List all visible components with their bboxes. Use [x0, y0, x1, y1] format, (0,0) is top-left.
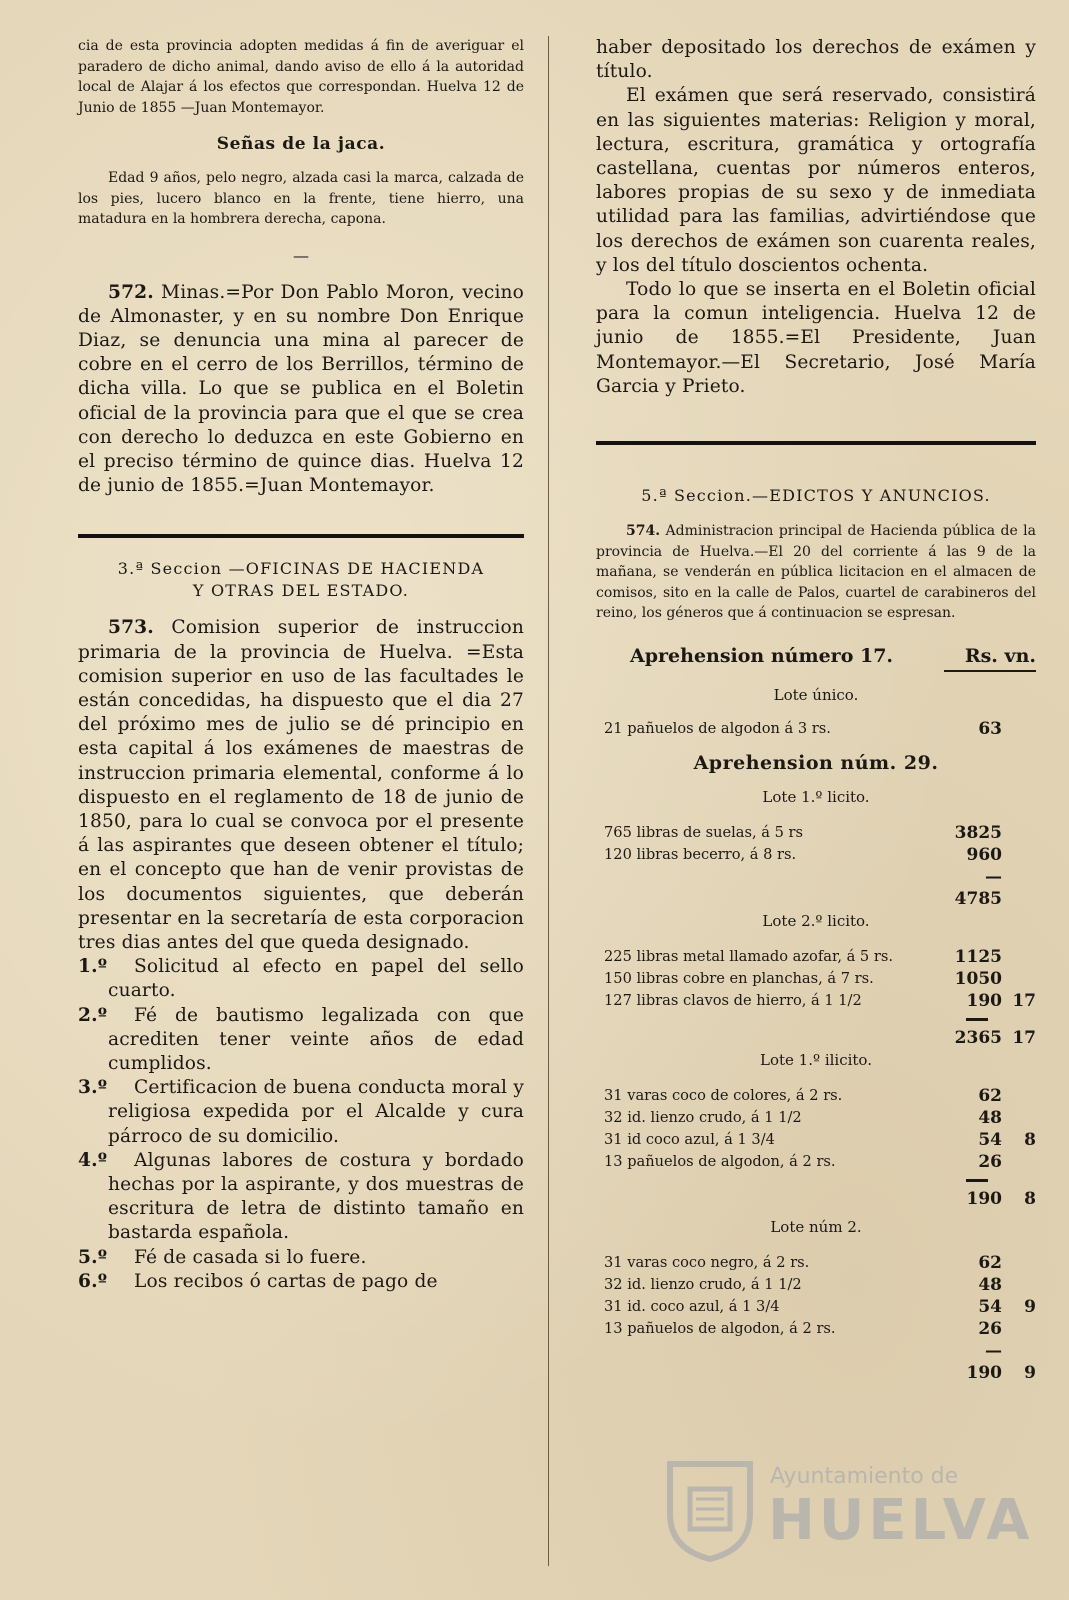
- subtotal-row: 4785: [954, 888, 1002, 909]
- table-row: 31 id coco azul, á 1 3/4 54 8: [604, 1129, 1036, 1150]
- requirement-item: 3.º Certificacion de buena conducta moral y religiosa expedida por el Alcalde y cura párroco de su domicilio.: [78, 1077, 524, 1147]
- subtotal-row: 2365 17: [954, 1027, 1036, 1048]
- notice-572-text: Minas.=Por Don Pablo Moron, vecino de Almonaster, y en su nombre Don Enrique Diaz, se denuncia una mina al parecer de cobre en el cerro de los Berrillos, término de dicha villa. Lo que se publica en el Boletin oficial de la provincia para que el que se crea con derecho lo deduzca en este Gobierno en el preciso término de quince dias. Huelva 12 de junio de 1855.=Juan Montemayor.: [78, 281, 525, 497]
- notice-572-number: 572.: [108, 281, 154, 303]
- table-row: 21 pañuelos de algodon á 3 rs. 63: [604, 718, 1002, 739]
- column-divider: [548, 36, 549, 1566]
- table-row: 13 pañuelos de algodon, á 2 rs. 26: [604, 1151, 1002, 1172]
- continuation-text: haber depositado los derechos de exámen y título.: [596, 37, 1036, 83]
- table-row: 127 libras clavos de hierro, á 1 1/2 190 17: [604, 990, 1036, 1011]
- table-row: 120 libras becerro, á 8 rs. 960: [604, 844, 1002, 865]
- notice-573-number: 573.: [108, 617, 154, 639]
- section3-heading-line1: 3.ª Seccion —OFICINAS DE HACIENDA: [117, 559, 485, 579]
- watermark-line1: Ayuntamiento de: [770, 1464, 959, 1489]
- table-row: 13 pañuelos de algodon, á 2 rs. 26: [604, 1318, 1002, 1339]
- exam-subjects-text: El exámen que será reservado, consistirá en las siguientes materias: Religion y moral, lectura, escritura, gramática y ortografía castellana, cuentas por números enteros, labores propias de su sexo y de inmediata utilidad para las familias, advirtiéndose que los derechos de exámen son cuarenta reales, y los del título doscientos ochenta.: [596, 85, 1036, 276]
- subtotal-row: [596, 866, 1036, 888]
- sum-tick: [596, 1012, 1036, 1027]
- table-row: 225 libras metal llamado azofar, á 5 rs. 1125: [604, 946, 1002, 967]
- closing-text: Todo lo que se inserta en el Boletin oficial para la comun inteligencia. Huelva 12 de junio de 1855.=El Presidente, Juan Montemayor.—El Secretario, José María Garcia y Prieto.: [596, 279, 1036, 397]
- lote-num2-title: Lote núm 2.: [770, 1217, 862, 1236]
- lote1-licito-title: Lote 1.º licito.: [762, 787, 870, 806]
- goods-table: [596, 642, 1036, 1384]
- subtotal-row: [596, 1340, 1036, 1362]
- requirement-item: 5.º Fé de casada si lo fuere.: [78, 1246, 367, 1268]
- jaca-notice-text: cia de esta provincia adopten medidas á fin de averiguar el paradero de dicho animal, dando aviso de ello á la autoridad local de Alajar á los efectos que correspondan. Huelva 12 de Junio de 1855 —Juan Montemayor.: [78, 38, 524, 116]
- notice-573-text: Comision superior de instruccion primaria de la provincia de Huelva. =Esta comision superior en uso de las facultades le están concedidas, ha dispuesto que el dia 27 del próximo mes de julio se dé principio en esta capital á los exámenes de maestras de instruccion primaria elemental, conforme á lo dispuesto en el reglamento de 18 de junio de 1850, para lo cual se convoca por el presente á las aspirantes que deseen obtener el título; en el concepto que han de venir provistas de los documentos siguientes, que deberán presentar en la secretaría de esta corporacion tres dias antes del que queda designado.: [78, 617, 524, 953]
- subtotal-row: 190 8: [966, 1188, 1036, 1209]
- section3-heading: [78, 558, 524, 602]
- lote1-ilicito-title: Lote 1.º ilicito.: [760, 1050, 872, 1069]
- table-row: 32 id. lienzo crudo, á 1 1/2 48: [604, 1107, 1002, 1128]
- watermark-line2: HUELVA: [768, 1488, 1034, 1553]
- sum-dash: —: [985, 866, 1002, 887]
- senas-text: Edad 9 años, pelo negro, alzada casi la marca, calzada de los pies, lucero blanco en la frente, tiene hierro, una matadura en la hombrera derecha, capona.: [78, 170, 524, 227]
- table-row: 32 id. lienzo crudo, á 1 1/2 48: [604, 1274, 1002, 1295]
- section3-heading-line2: Y OTRAS DEL ESTADO.: [192, 581, 410, 601]
- notice-573: [78, 616, 524, 955]
- watermark: [650, 1450, 1034, 1570]
- requirement-item: 2.º Fé de bautismo legalizada con que acrediten tener veinte años de edad cumplidos.: [78, 1004, 524, 1074]
- left-column: [78, 36, 524, 1294]
- requirement-item: 6.º Los recibos ó cartas de pago de: [78, 1270, 438, 1292]
- table-row: 765 libras de suelas, á 5 rs 3825: [604, 822, 1002, 843]
- section5-heading: 5.ª Seccion.—EDICTOS Y ANUNCIOS.: [641, 486, 991, 506]
- lote2-licito-title: Lote 2.º licito.: [762, 911, 870, 930]
- sum-dash: —: [985, 1340, 1002, 1361]
- city-seal-icon: [660, 1454, 760, 1564]
- sum-tick: [596, 1173, 1036, 1188]
- table-row: 31 id. coco azul, á 1 3/4 54 9: [604, 1296, 1036, 1317]
- requirement-item: 1.º Solicitud al efecto en papel del sello cuarto.: [78, 956, 524, 1002]
- notice-572: [78, 281, 524, 499]
- table-row: 31 varas coco de colores, á 2 rs. 62: [604, 1085, 1002, 1106]
- requirement-item: 4.º Algunas labores de costura y bordado hechas por la aspirante, y dos muestras de escritura de letra de distinto tamaño en bastarda española.: [78, 1149, 524, 1244]
- table-row: 31 varas coco negro, á 2 rs. 62: [604, 1252, 1002, 1273]
- aprehension-29-title: Aprehension núm. 29.: [693, 751, 939, 774]
- separator-dash: —: [293, 245, 309, 265]
- table-header: [596, 642, 1036, 670]
- notice-574-text: Administracion principal de Hacienda pública de la provincia de Huelva.—El 20 del corriente á las 9 de la mañana, se venderán en pública licitacion en el almacen de comisos, sito en la calle de Palos, cuartel de carabineros del reino, los géneros que á continuacion se espresan.: [596, 523, 1036, 622]
- senas-title: Señas de la jaca.: [216, 134, 386, 154]
- subtotal-row: 190 9: [966, 1362, 1036, 1383]
- currency-header: Rs. vn.: [964, 644, 1036, 667]
- right-column: [596, 36, 1036, 1384]
- requirements-list: [78, 955, 524, 1294]
- table-row: 150 libras cobre en planchas, á 7 rs. 1050: [604, 968, 1002, 989]
- notice-574-number: 574.: [626, 523, 661, 540]
- lote-unico-title: Lote único.: [773, 685, 859, 704]
- aprehension-17-title: Aprehension número 17.: [630, 644, 894, 667]
- notice-574: [596, 521, 1036, 624]
